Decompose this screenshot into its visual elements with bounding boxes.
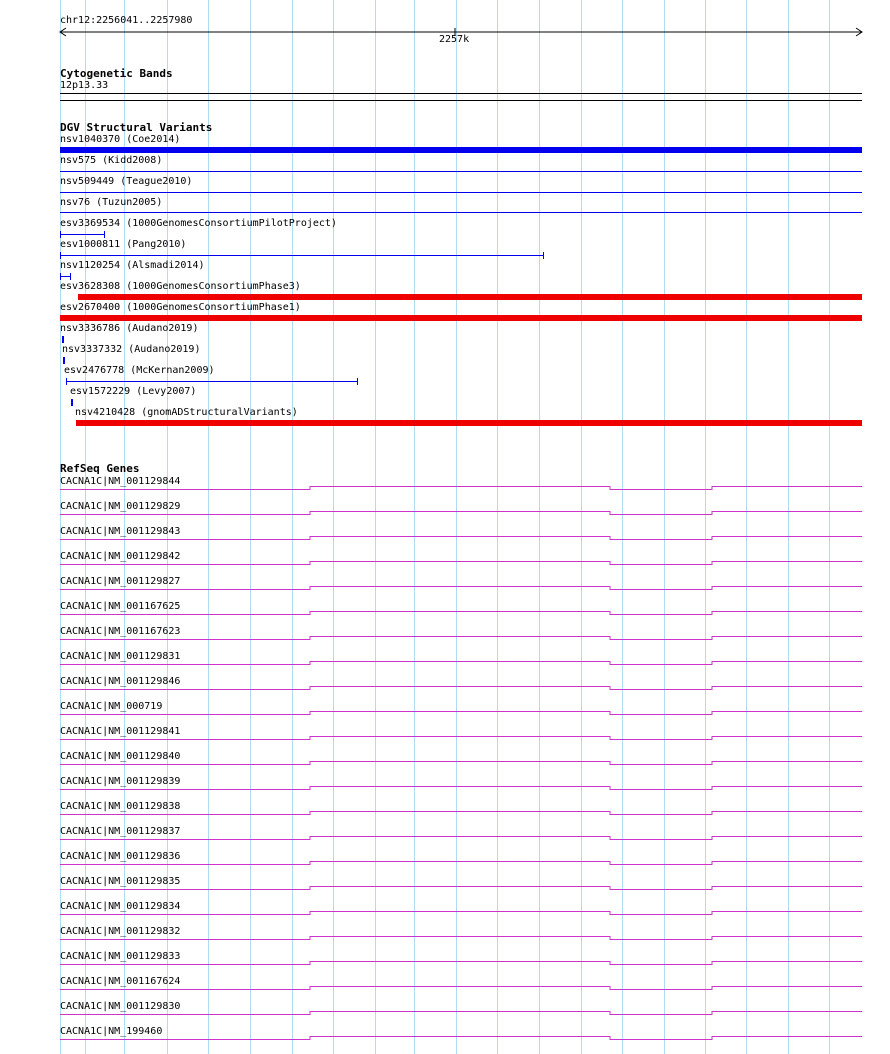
refseq-transcript-line[interactable]: [60, 1037, 862, 1040]
refseq-track-title[interactable]: RefSeq Genes: [60, 462, 140, 475]
refseq-transcript-label[interactable]: CACNA1C|NM_001129836: [60, 851, 181, 862]
cytoband-track-title[interactable]: Cytogenetic Bands: [60, 67, 173, 80]
dgv-variant-label[interactable]: esv1000811 (Pang2010): [60, 239, 187, 250]
refseq-transcript-label[interactable]: CACNA1C|NM_001167625: [60, 601, 181, 612]
refseq-transcript-label[interactable]: CACNA1C|NM_001129832: [60, 926, 181, 937]
dgv-variant-label[interactable]: nsv509449 (Teague2010): [60, 176, 193, 187]
refseq-transcript-label[interactable]: CACNA1C|NM_001129835: [60, 876, 181, 887]
dgv-variant-label[interactable]: nsv575 (Kidd2008): [60, 155, 163, 166]
dgv-variant-label[interactable]: esv3628308 (1000GenomesConsortiumPhase3): [60, 281, 301, 292]
refseq-transcript-label[interactable]: CACNA1C|NM_001129842: [60, 551, 181, 562]
dgv-variant-label[interactable]: nsv3336786 (Audano2019): [60, 323, 199, 334]
refseq-transcript-label[interactable]: CACNA1C|NM_001129843: [60, 526, 181, 537]
cytoband-label[interactable]: 12p13.33: [60, 80, 109, 91]
dgv-variant-label[interactable]: esv3369534 (1000GenomesConsortiumPilotProject): [60, 218, 337, 229]
dgv-variant-label[interactable]: esv2670400 (1000GenomesConsortiumPhase1): [60, 302, 301, 313]
dgv-variant-label[interactable]: esv1572229 (Levy2007): [70, 386, 197, 397]
dgv-variant-label[interactable]: esv2476778 (McKernan2009): [64, 365, 215, 376]
dgv-variant-label[interactable]: nsv76 (Tuzun2005): [60, 197, 163, 208]
dgv-track-title[interactable]: DGV Structural Variants: [60, 121, 213, 134]
refseq-transcript-label[interactable]: CACNA1C|NM_001129840: [60, 751, 181, 762]
refseq-transcript-label[interactable]: CACNA1C|NM_001129846: [60, 676, 181, 687]
dgv-variant-label[interactable]: nsv1120254 (Alsmadi2014): [60, 260, 205, 271]
refseq-transcript-label[interactable]: CACNA1C|NM_001129841: [60, 726, 181, 737]
refseq-transcript-line[interactable]: [60, 712, 862, 715]
refseq-transcript-label[interactable]: CACNA1C|NM_001129834: [60, 901, 181, 912]
refseq-transcript-label[interactable]: CACNA1C|NM_001129838: [60, 801, 181, 812]
refseq-transcript-label[interactable]: CACNA1C|NM_001129827: [60, 576, 181, 587]
refseq-transcript-label[interactable]: CACNA1C|NM_001167623: [60, 626, 181, 637]
refseq-transcript-label[interactable]: CACNA1C|NM_001129837: [60, 826, 181, 837]
dgv-variant-label[interactable]: nsv1040370 (Coe2014): [60, 134, 181, 145]
refseq-transcript-label[interactable]: CACNA1C|NM_001129831: [60, 651, 181, 662]
refseq-transcript-label[interactable]: CACNA1C|NM_199460: [60, 1026, 163, 1037]
dgv-variant-label[interactable]: nsv3337332 (Audano2019): [62, 344, 201, 355]
refseq-transcript-label[interactable]: CACNA1C|NM_000719: [60, 701, 163, 712]
refseq-transcript-label[interactable]: CACNA1C|NM_001129830: [60, 1001, 181, 1012]
refseq-transcript-label[interactable]: CACNA1C|NM_001129833: [60, 951, 181, 962]
ruler-range-label: chr12:2256041..2257980: [60, 15, 193, 26]
refseq-transcript-label[interactable]: CACNA1C|NM_001129839: [60, 776, 181, 787]
refseq-transcript-label[interactable]: CACNA1C|NM_001167624: [60, 976, 181, 987]
ruler-tick-label: 2257k: [439, 34, 470, 45]
dgv-variant-label[interactable]: nsv4210428 (gnomADStructuralVariants): [75, 407, 298, 418]
refseq-transcript-label[interactable]: CACNA1C|NM_001129844: [60, 476, 181, 487]
refseq-transcript-label[interactable]: CACNA1C|NM_001129829: [60, 501, 181, 512]
